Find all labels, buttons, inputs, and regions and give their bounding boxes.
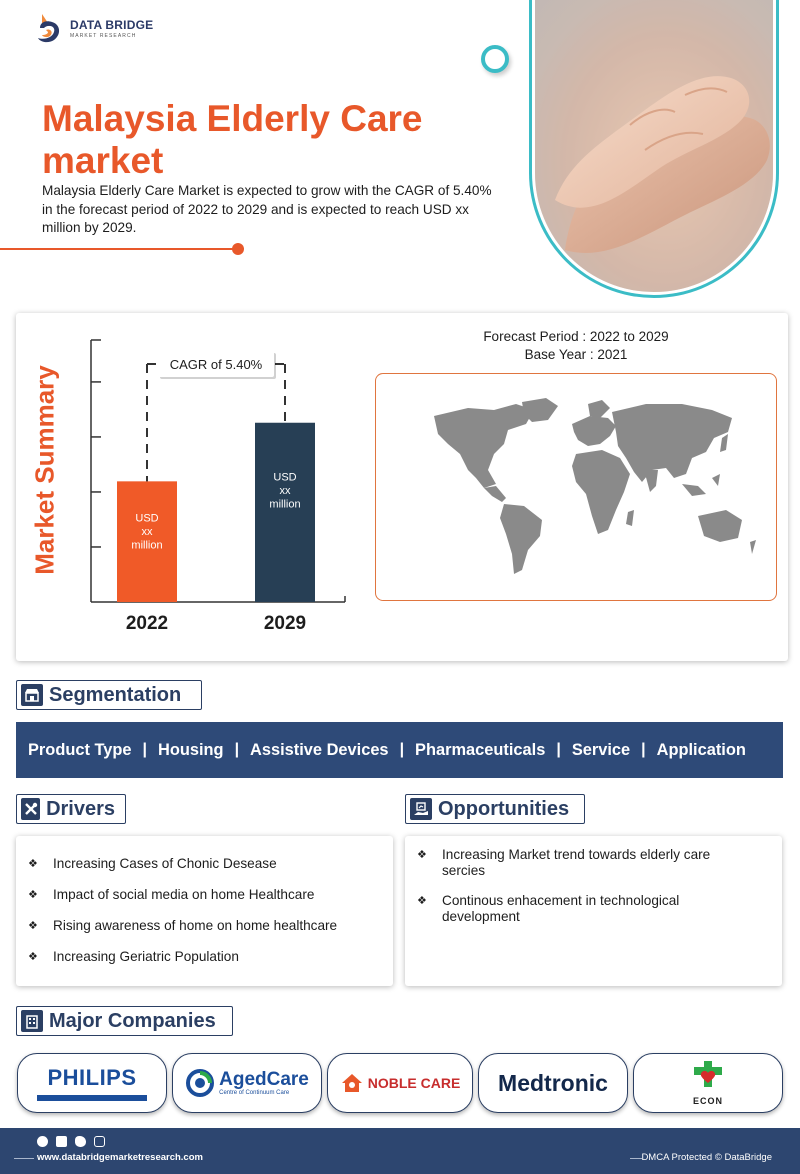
opportunities-card [405,836,782,986]
segment-separator: | [142,741,147,758]
bar-value-label: USD [273,471,297,484]
driver-item: Rising awareness of home on home healthcare [53,918,338,933]
agedcare-subtitle: Centre of Continuum Care [219,1090,290,1096]
building-icon [21,1010,43,1032]
company-econ[interactable] [633,1053,783,1113]
base-year: Base Year : 2021 [524,347,628,362]
tools-icon [21,798,40,820]
econ-logo [688,1061,728,1106]
social-icons [37,1136,105,1147]
bar-2029 [255,423,315,602]
footer-divider [630,1158,642,1159]
brand-name: DATA BRIDGE [70,18,154,32]
medtronic-wordmark: Medtronic [498,1069,608,1096]
philips-logo [37,1065,147,1101]
forecast-period: Forecast Period : 2022 to 2029 [483,329,669,344]
philips-underline [37,1095,147,1101]
drivers-heading [16,794,126,824]
title-underline [0,248,236,250]
diamond-bullet-icon: ❖ [28,858,38,870]
footer-divider [14,1158,34,1159]
companies-title: Major Companies [49,1009,216,1032]
opportunity-item: Continous enhacement in technological development [442,893,680,924]
segment-product-type[interactable]: Product Type [28,740,132,759]
brand-logo[interactable] [36,12,166,48]
segment-separator: | [234,741,240,758]
segmentation-bar [16,722,783,778]
philips-wordmark: PHILIPS [47,1065,137,1090]
whatsapp-icon[interactable] [37,1136,48,1147]
footer [0,1128,800,1174]
holding-hands-image [535,0,773,292]
logo-mark-icon [36,12,66,46]
page-title: Malaysia Elderly Care market [42,98,423,181]
econ-cross-icon [688,1061,728,1091]
hero-photo [535,0,773,292]
forecast-info [376,328,776,364]
drivers-title: Drivers [46,797,115,820]
agedcare-swirl-icon [185,1068,215,1098]
opportunity-item: Increasing Market trend towards elderly care sercies [442,847,711,878]
bar-value-label: USD [135,512,159,525]
segment-assistive-devices[interactable]: Assistive Devices [250,740,389,759]
company-noble-care[interactable] [327,1053,473,1113]
segment-application[interactable]: Application [656,740,746,759]
bar-value-label: million [131,539,163,552]
title-underline-dot [232,243,244,255]
instagram-icon[interactable] [94,1136,105,1147]
world-map-icon [376,374,777,601]
segment-service[interactable]: Service [571,740,631,759]
segmentation-heading [16,680,202,710]
segment-separator: | [556,741,561,758]
dmca-notice: DMCA Protected © DataBridge [641,1152,772,1163]
growth-hand-icon [410,798,432,820]
drivers-card [16,836,393,986]
bar-value-label: xx [279,485,291,498]
shop-icon [21,684,43,706]
diamond-bullet-icon: ❖ [28,889,38,901]
agedcare-wordmark: AgedCare [219,1069,309,1090]
hero-photo-frame [529,0,779,298]
diamond-bullet-icon: ❖ [28,951,38,963]
market-description: Malaysia Elderly Care Market is expected to grow with the CAGR of 5.40% in the forecast period of 2022 to 2029 and is expected to reach USD xx million by 2029. [42,183,492,235]
agedcare-text [219,1070,309,1096]
company-agedcare[interactable] [172,1053,322,1113]
diamond-bullet-icon: ❖ [28,920,38,932]
website-link[interactable]: www.databridgemarketresearch.com [37,1152,203,1163]
econ-wordmark: ECON [692,1095,723,1106]
driver-item: Increasing Cases of Chonic Desease [53,856,277,871]
facebook-icon[interactable] [56,1136,67,1147]
world-map-box [375,373,777,601]
company-philips[interactable] [17,1053,167,1113]
market-summary-label: Market Summary [29,365,60,575]
noble-care-wordmark: NOBLE CARE [367,1075,461,1091]
driver-item: Increasing Geriatric Population [53,949,239,964]
diamond-bullet-icon: ❖ [417,849,427,861]
opportunities-heading [405,794,585,824]
segment-separator: | [641,741,646,758]
segment-separator: | [399,741,405,758]
companies-heading [16,1006,233,1036]
company-medtronic[interactable] [478,1053,628,1113]
decorative-ring [481,45,509,73]
bar-value-label: million [269,498,301,511]
diamond-bullet-icon: ❖ [417,895,427,907]
bar-value-label: xx [141,525,153,538]
category-label-2029: 2029 [263,613,307,634]
segment-pharmaceuticals[interactable]: Pharmaceuticals [415,740,546,759]
category-label-2022: 2022 [125,613,169,634]
opportunities-title: Opportunities [438,797,570,820]
driver-item: Impact of social media on home Healthcare [53,887,315,902]
noble-care-house-icon [340,1071,364,1095]
segment-housing[interactable]: Housing [158,740,224,759]
cagr-annotation: CAGR of 5.40% [169,357,263,372]
twitter-icon[interactable] [75,1136,86,1147]
segmentation-title: Segmentation [49,683,182,706]
brand-tagline: MARKET RESEARCH [70,33,137,39]
market-bar-chart [80,330,360,640]
